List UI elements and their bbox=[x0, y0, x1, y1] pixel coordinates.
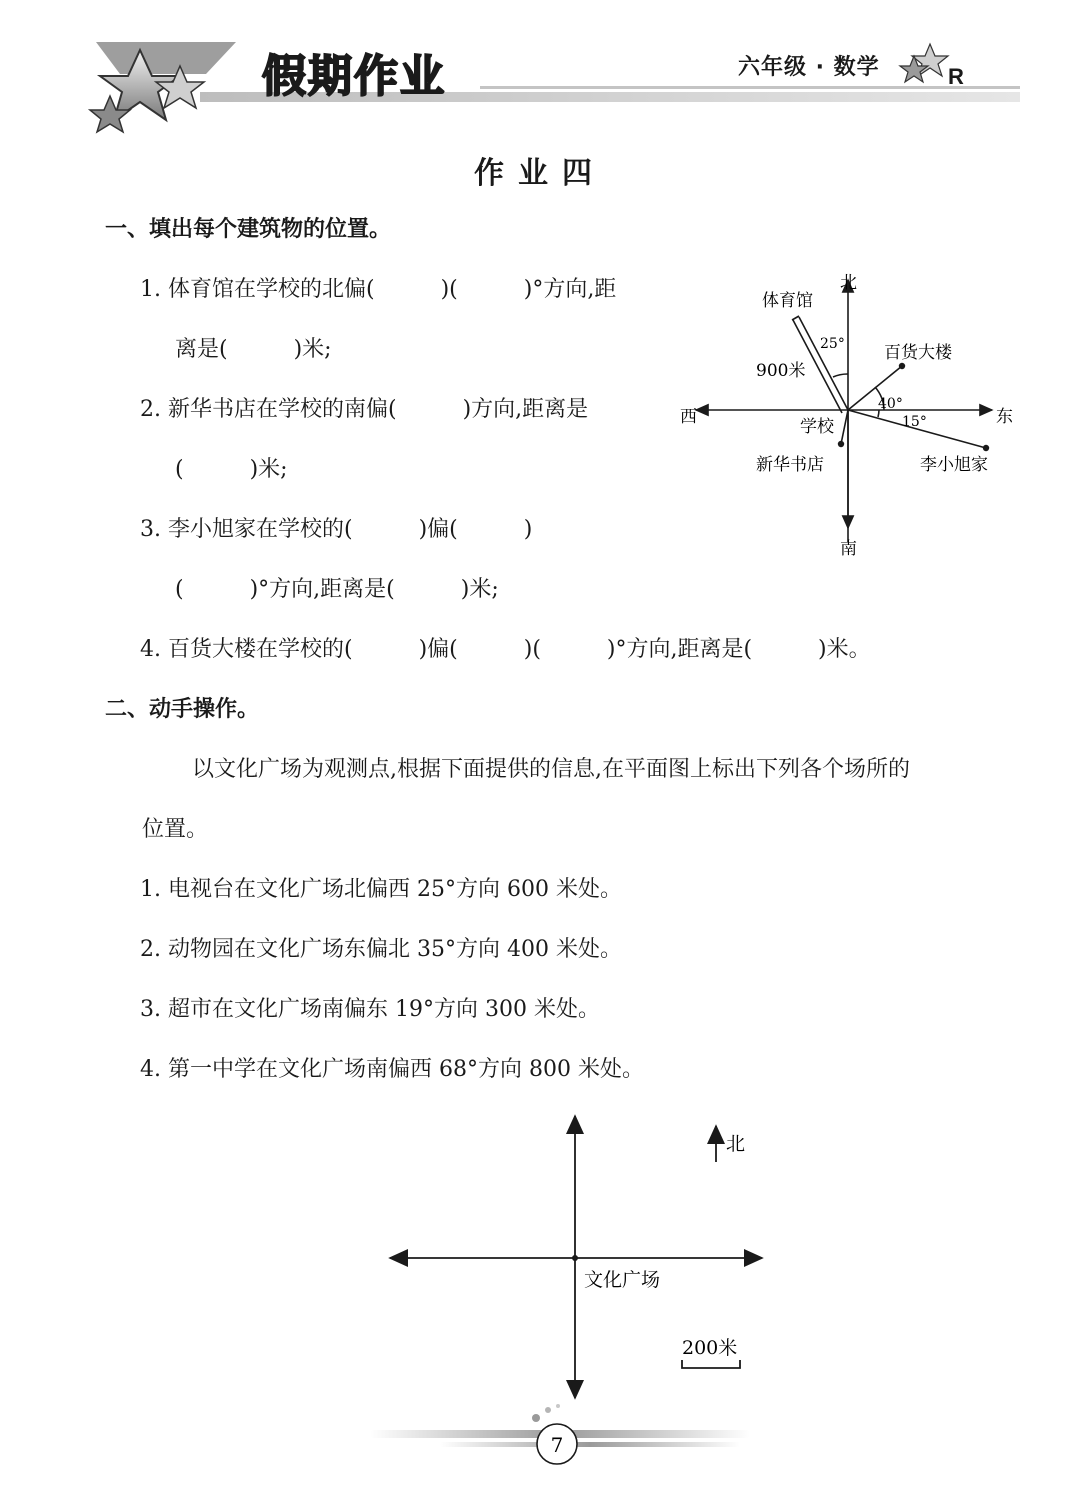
q1-line1: 1. 体育馆在学校的北偏( )( )°方向,距 bbox=[140, 277, 617, 302]
label-south: 南 bbox=[840, 539, 857, 559]
q3-line2: ( )°方向,距离是( )米; bbox=[175, 577, 499, 602]
q4-line1: 4. 百货大楼在学校的( )偏( )( )°方向,距离是( )米。 bbox=[140, 637, 871, 662]
section2-intro-line2: 位置。 bbox=[142, 817, 209, 842]
label-school: 学校 bbox=[800, 417, 834, 437]
q2-line2: ( )米; bbox=[175, 457, 288, 482]
section2-intro-line1: 以文化广场为观测点,根据下面提供的信息,在平面图上标出下列各个场所的 bbox=[192, 757, 910, 782]
scale-bar bbox=[682, 1360, 740, 1368]
label-home: 李小旭家 bbox=[920, 455, 988, 475]
bookstore-point bbox=[838, 441, 844, 447]
label-bookstore: 新华书店 bbox=[756, 455, 824, 475]
label-angle-gym: 25° bbox=[820, 336, 845, 352]
label-east: 东 bbox=[996, 407, 1013, 427]
task-3: 3. 超市在文化广场南偏东 19°方向 300 米处。 bbox=[140, 997, 600, 1022]
home-point bbox=[983, 445, 989, 451]
q2-line1: 2. 新华书店在学校的南偏( )方向,距离是 bbox=[140, 397, 589, 422]
plaza-point bbox=[572, 1255, 578, 1261]
task-1: 1. 电视台在文化广场北偏西 25°方向 600 米处。 bbox=[140, 877, 622, 902]
label-north: 北 bbox=[840, 273, 857, 293]
q3-line1: 3. 李小旭家在学校的( )偏( ) bbox=[140, 517, 533, 542]
label-angle-home: 15° bbox=[902, 414, 927, 430]
scale-label: 200米 bbox=[682, 1337, 738, 1359]
section1-heading: 一、填出每个建筑物的位置。 bbox=[105, 217, 392, 242]
school-direction-diagram bbox=[670, 262, 1030, 562]
label-angle-store: 40° bbox=[878, 396, 903, 412]
plaza-label: 文化广场 bbox=[584, 1269, 661, 1291]
label-dept-store: 百货大楼 bbox=[884, 343, 952, 363]
page-number: 7 bbox=[550, 1433, 564, 1457]
dept-store-point bbox=[899, 363, 905, 369]
header-edition: R bbox=[948, 64, 964, 89]
footer-decoration bbox=[360, 1400, 760, 1480]
label-west: 西 bbox=[680, 407, 697, 427]
header-grade-subject: 六年级 · 数学 bbox=[738, 55, 880, 80]
bookstore-ray bbox=[841, 410, 848, 444]
header-title: 假期作业 bbox=[262, 51, 446, 102]
header-banner bbox=[0, 36, 1080, 146]
plaza-plan-diagram bbox=[380, 1108, 780, 1408]
section2-heading: 二、动手操作。 bbox=[105, 697, 260, 722]
task-2: 2. 动物园在文化广场东偏北 35°方向 400 米处。 bbox=[140, 937, 622, 962]
task-4: 4. 第一中学在文化广场南偏西 68°方向 800 米处。 bbox=[140, 1057, 644, 1082]
q1-line2: 离是( )米; bbox=[175, 337, 332, 362]
plaza-north-label: 北 bbox=[726, 1133, 746, 1155]
label-distance: 900米 bbox=[756, 361, 806, 381]
page-title: 作业四 bbox=[474, 156, 606, 191]
label-gym: 体育馆 bbox=[762, 291, 813, 311]
